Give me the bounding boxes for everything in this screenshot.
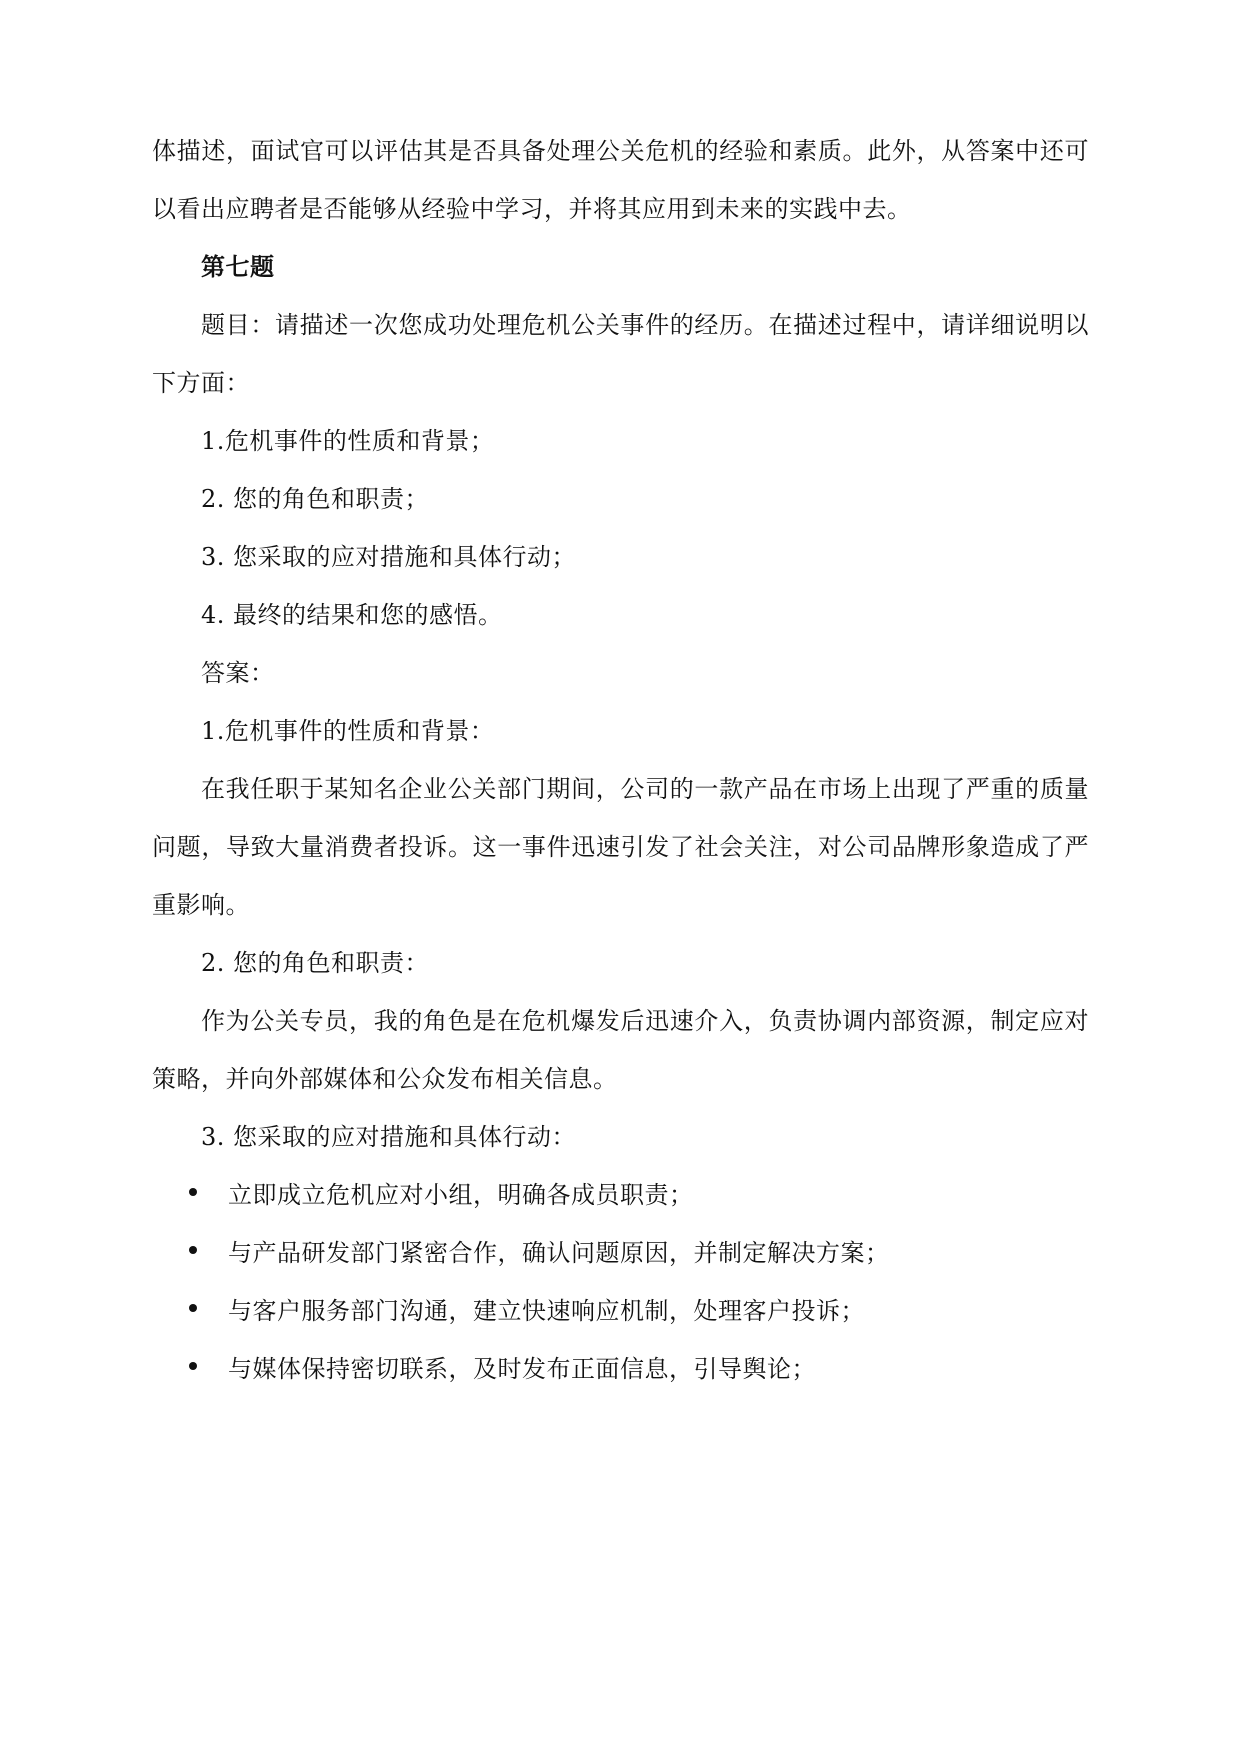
bullet-icon	[189, 1246, 197, 1254]
question-line-1: 题目：请描述一次您成功处理危机公关事件的经历。在描述过程中，请详细说明以	[201, 311, 1089, 339]
intro-line-1: 体描述，面试官可以评估其是否具备处理公关危机的经验和素质。此外，从答案中还可	[152, 137, 1089, 165]
answer-3-heading: 3. 您采取的应对措施和具体行动：	[201, 1123, 577, 1151]
answer-1-line-1: 在我任职于某知名企业公关部门期间，公司的一款产品在市场上出现了严重的质量	[201, 775, 1089, 803]
answer-2-line-2: 策略，并向外部媒体和公众发布相关信息。	[152, 1065, 618, 1093]
answer-1-line-3: 重影响。	[152, 891, 250, 919]
question-item-2: 2. 您的角色和职责；	[201, 485, 430, 513]
answer-2-line-1: 作为公关专员，我的角色是在危机爆发后迅速介入，负责协调内部资源，制定应对	[201, 1007, 1089, 1035]
answer-3-bullet-1: 立即成立危机应对小组，明确各成员职责；	[228, 1181, 694, 1209]
bullet-icon	[189, 1188, 197, 1196]
answer-3-bullet-2: 与产品研发部门紧密合作，确认问题原因，并制定解决方案；	[228, 1239, 890, 1267]
bullet-icon	[189, 1362, 197, 1370]
answer-label: 答案：	[201, 659, 275, 687]
question-item-3: 3. 您采取的应对措施和具体行动；	[201, 543, 577, 571]
intro-line-2: 以看出应聘者是否能够从经验中学习，并将其应用到未来的实践中去。	[152, 195, 912, 223]
answer-3-bullet-4: 与媒体保持密切联系，及时发布正面信息，引导舆论；	[228, 1355, 816, 1383]
question-item-1: 1.危机事件的性质和背景；	[201, 427, 495, 455]
answer-2-heading: 2. 您的角色和职责：	[201, 949, 430, 977]
question-item-4: 4. 最终的结果和您的感悟。	[201, 601, 503, 629]
question-line-2: 下方面：	[152, 369, 250, 397]
answer-1-line-2: 问题，导致大量消费者投诉。这一事件迅速引发了社会关注，对公司品牌形象造成了严	[152, 833, 1089, 861]
answer-1-heading: 1.危机事件的性质和背景：	[201, 717, 495, 745]
answer-3-bullet-3: 与客户服务部门沟通，建立快速响应机制，处理客户投诉；	[228, 1297, 865, 1325]
section-title: 第七题	[201, 252, 275, 281]
bullet-icon	[189, 1304, 197, 1312]
